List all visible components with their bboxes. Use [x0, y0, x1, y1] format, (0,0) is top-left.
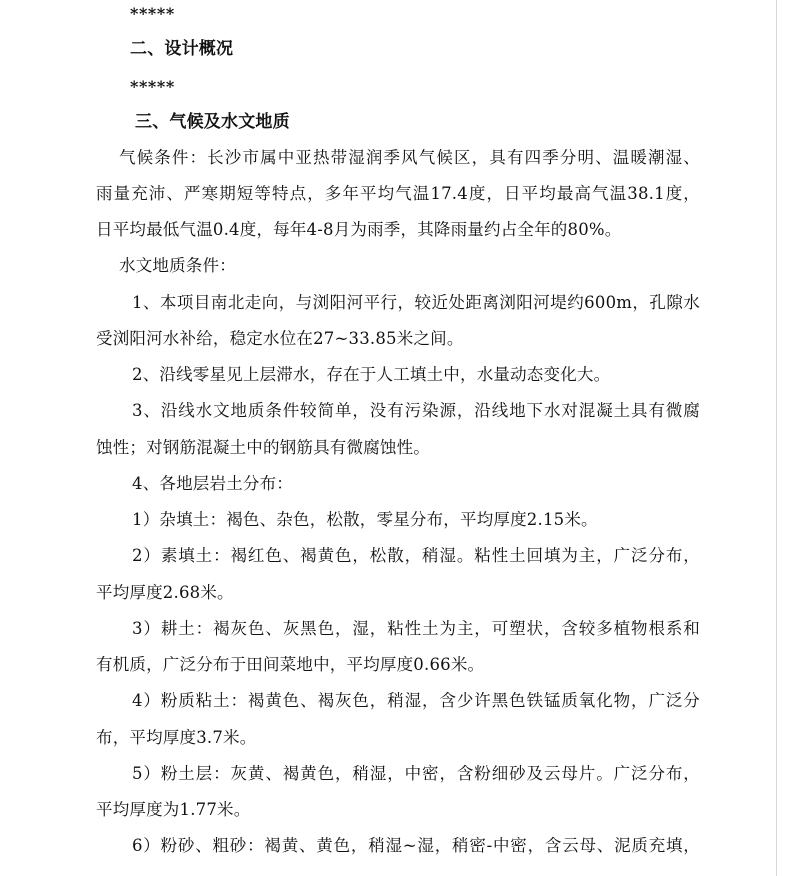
paragraph-line: 3、沿线水文地质条件较简单，没有污染源，沿线地下水对混凝土具有微腐 [132, 401, 700, 420]
paragraph-line: 4、各地层岩土分布： [132, 474, 293, 493]
paragraph-line: 布，平均厚度3.7米。 [96, 728, 257, 747]
page-edge-divider [776, 0, 777, 876]
paragraph-line: 4）粉质粘土：褐黄色、褐灰色，稍湿，含少许黑色铁锰质氧化物，广泛分 [132, 691, 700, 710]
paragraph-line: 日平均最低气温0.4度，每年4-8月为雨季，其降雨量约占全年的80%。 [96, 220, 622, 239]
paragraph-line: 有机质，广泛分布于田间菜地中，平均厚度0.66米。 [96, 655, 485, 674]
paragraph-line: 受浏阳河水补给，稳定水位在27~33.85米之间。 [96, 329, 464, 348]
paragraph-line: 蚀性；对钢筋混凝土中的钢筋具有微腐蚀性。 [96, 438, 430, 457]
paragraph-line: 1）杂填土：褐色、杂色，松散，零星分布，平均厚度2.15米。 [132, 510, 598, 529]
paragraph-line: 平均厚度2.68米。 [96, 583, 234, 602]
paragraph-line: 3）耕土：褐灰色、灰黑色，湿，粘性土为主，可塑状，含较多植物根系和 [132, 619, 700, 638]
paragraph-line: 水文地质条件： [119, 256, 236, 275]
stars-separator-2: ***** [130, 77, 175, 96]
section-3-title: 三、气候及水文地质 [135, 112, 290, 132]
paragraph-line: 5）粉土层：灰黄、褐黄色，稍湿，中密，含粉细砂及云母片。广泛分布， [132, 764, 700, 783]
paragraph-line: 雨量充沛、严寒期短等特点，多年平均气温17.4度，日平均最高气温38.1度， [96, 184, 700, 203]
paragraph-line: 2）素填土：褐红色、褐黄色，松散，稍湿。粘性土回填为主，广泛分布， [132, 546, 700, 565]
paragraph-line: 1、本项目南北走向，与浏阳河平行，较近处距离浏阳河堤约600m，孔隙水 [132, 293, 700, 312]
paragraph-line: 6）粉砂、粗砂：褐黄、黄色，稍湿~湿，稍密-中密，含云母、泥质充填， [132, 836, 700, 855]
paragraph-line: 2、沿线零星见上层滞水，存在于人工填土中，水量动态变化大。 [132, 365, 611, 384]
paragraph-line: 平均厚度为1.77米。 [96, 800, 251, 819]
section-2-title: 二、设计概况 [130, 39, 234, 59]
stars-separator-1: ***** [130, 4, 175, 23]
paragraph-line: 气候条件：长沙市属中亚热带湿润季风气候区，具有四季分明、温暖潮湿、 [119, 148, 700, 167]
